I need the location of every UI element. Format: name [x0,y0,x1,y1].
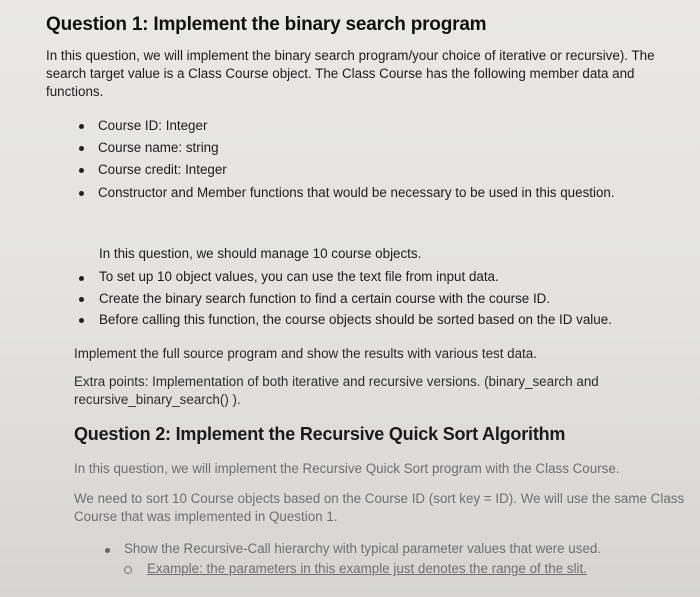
circle-bullet-icon [124,566,132,574]
step-item: Before calling this function, the course objects should be sorted based on the ID value. [99,312,612,327]
member-item: Course name: string [98,140,219,155]
bullet-icon [79,124,84,129]
q2-sort-line-2: Course that was implemented in Question 1. [74,509,338,524]
q1-intro-line-1: In this question, we will implement the binary search program/your choice of iterative or recursive). The [46,48,655,63]
step-item: To set up 10 object values, you can use the text file from input data. [99,269,499,284]
q1-manage-text: In this question, we should manage 10 course objects. [99,246,422,261]
q1-extra-line-2: recursive_binary_search() ). [74,392,241,407]
q1-title: Question 1: Implement the binary search program [46,14,487,35]
q1-extra-line-1: Extra points: Implementation of both iterative and recursive versions. (binary_search and [74,374,599,389]
bullet-icon [105,548,110,553]
member-item: Constructor and Member functions that would be necessary to be used in this question. [98,185,615,200]
bullet-icon [79,318,84,323]
bullet-icon [79,297,84,302]
q2-intro: In this question, we will implement the Recursive Quick Sort program with the Class Course. [74,461,620,476]
q1-implement-text: Implement the full source program and show the results with various test data. [74,346,537,361]
q2-sub-bullet: Example: the parameters in this example just denotes the range of the slit. [147,561,587,576]
q2-bullet: Show the Recursive-Call hierarchy with typical parameter values that were used. [124,541,602,556]
q2-sort-line-1: We need to sort 10 Course objects based on the Course ID (sort key = ID). We will use the same Class [74,491,685,506]
bullet-icon [79,168,84,173]
bullet-icon [79,276,84,281]
q2-title: Question 2: Implement the Recursive Quick Sort Algorithm [74,424,566,444]
q1-intro-line-2: search target value is a Class Course object. The Class Course has the following member data and [46,66,635,81]
member-item: Course credit: Integer [98,162,227,177]
step-item: Create the binary search function to find a certain course with the course ID. [99,291,551,306]
q1-intro-line-3: functions. [46,84,104,99]
bullet-icon [79,191,84,196]
member-item: Course ID: Integer [98,118,208,133]
bullet-icon [79,146,84,151]
